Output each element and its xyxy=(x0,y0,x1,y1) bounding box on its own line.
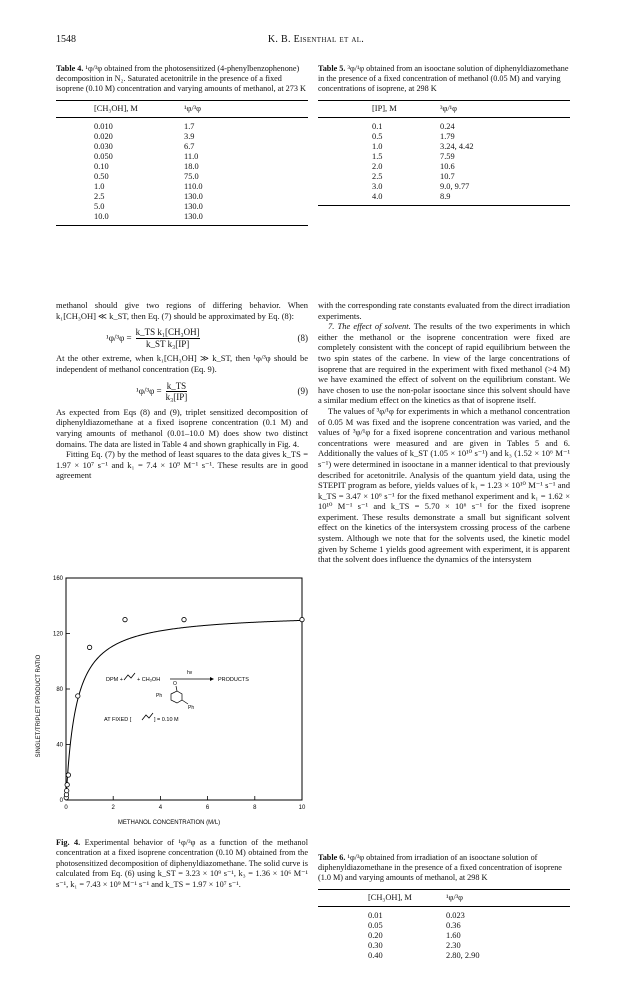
table-cell: 0.010 xyxy=(94,122,113,131)
table-row xyxy=(318,907,570,922)
right-column-text xyxy=(318,300,570,565)
table-6-caption: Table 6. ¹φ/³φ obtained from irradiation of an isooctane solution of diphenyldiazomethane in the presence of a fixed concentration of isoprene (1.0 M) and varying amounts of methanol, at 298 K xyxy=(318,853,562,882)
table-cell: 3.9 xyxy=(184,132,195,141)
table-row xyxy=(318,921,570,931)
section-heading: 7. The effect of solvent. xyxy=(328,321,411,332)
table-6-grid xyxy=(318,889,570,961)
table-row xyxy=(318,182,570,192)
running-title: K. B. Eisenthal et al. xyxy=(267,34,365,45)
table-cell: 0.023 xyxy=(446,911,465,920)
scheme-hv: hν xyxy=(187,670,193,676)
table-5-grid xyxy=(318,100,570,202)
table-4-label: Table 4. xyxy=(56,64,84,73)
equation-number: (8) xyxy=(297,332,308,343)
table-cell: 5.0 xyxy=(94,202,105,211)
table-row xyxy=(318,951,570,961)
paragraph: The values of ³φ/¹φ for experiments in which a methanol concentration of 0.05 M was fixed and the isoprene concentration was varied, and the values of ³φ/¹φ for a fixed isoprene concentration and various methanol concentrations were measured and are given in Tables 5 and 6. Additionally the values of k_ST (1.05 × 10¹⁰ s⁻¹) and k₃ (1.52 × 10⁶ M⁻¹ s⁻¹) were determined in isooctane in a manner identical to that previously described for acetonitrile. Analysis of the quantum yield data, using the STEPIT program as before, yields values of k₁ = 1.23 × 10¹⁰ M⁻¹ s⁻¹ and k_TS = 3.47 × 10⁶ s⁻¹ for the fixed methanol experiment and k₁ = 1.62 × 10¹⁰ M⁻¹ s⁻¹ and k_TS = 5.70 × 10⁶ s⁻¹ for the fixed isoprene experiment. These results demonstrate a small but significant solvent effect on the kinetics of the intersystem crossing process of the carbene system. Although we note that for the solvents used, the kinetic model given by Scheme 1 yields good agreement with experiment, it is apparent that the solvent does influence the dynamics of the intersystem xyxy=(318,405,570,565)
table-cell: 0.20 xyxy=(368,931,383,940)
table-row xyxy=(56,192,308,202)
table-cell: 3.24, 4.42 xyxy=(440,142,474,151)
reaction-scheme xyxy=(104,670,249,723)
table-cell: 2.80, 2.90 xyxy=(446,951,480,960)
table-cell: 1.0 xyxy=(94,182,105,191)
data-point xyxy=(182,617,186,621)
table-row xyxy=(318,192,570,202)
table-cell: 18.0 xyxy=(184,162,199,171)
table-cell: 110.0 xyxy=(184,182,203,191)
y-axis-label: SINGLET/TRIPLET PRODUCT RATIO xyxy=(36,654,42,758)
equation-9: ¹φ/³φ = $\frac{k\_TS}{\text{k₃[IP]}}$ (9) xyxy=(136,380,308,403)
table-cell: 0.01 xyxy=(368,911,383,920)
table-cell: 1.79 xyxy=(440,132,455,141)
data-point xyxy=(300,617,304,621)
table-4-header: [CH₃OH], M xyxy=(56,101,184,118)
table-row xyxy=(56,132,308,142)
page-number: 1548 xyxy=(56,34,76,45)
table-cell: 4.0 xyxy=(372,192,383,201)
table-row xyxy=(56,202,308,212)
figure-4-chart xyxy=(30,568,312,830)
chart-ticks xyxy=(53,576,306,811)
data-point xyxy=(65,789,69,793)
oxygen-icon: O xyxy=(173,681,177,687)
scheme-fixed-value: ] = 0.10 M xyxy=(154,717,179,723)
y-tick-label: 120 xyxy=(52,631,63,638)
table-cell: 2.5 xyxy=(372,172,383,181)
figure-4-caption: Fig. 4. Experimental behavior of ¹φ/³φ as a function of the methanol concentration at a fixed isoprene concentration (0.10 M) obtained from the photosensitized decomposition of diphenyldiazomethane. The solid curve is calculated from Eq. (6) using k_ST = 3.23 × 10⁹ s⁻¹, k₃ = 1.36 × 10⁶ M⁻¹ s⁻¹, k₁ = 7.43 × 10⁹ M⁻¹ s⁻¹ and k_TS = 1.97 × 10⁷ s⁻¹. xyxy=(56,838,308,889)
table-row xyxy=(318,941,570,951)
scheme-products: PRODUCTS xyxy=(218,677,249,683)
table-cell: 6.7 xyxy=(184,142,195,151)
table-row xyxy=(56,152,308,162)
data-point xyxy=(123,617,127,621)
table-cell: 3.0 xyxy=(372,182,383,191)
paragraph: 7. The effect of solvent. The results of the two experiments in which either the methanol or the isoprene concentration were fixed are completely consistent with the concept of rapid equilibrium between the two spin states of the carbene. In view of the large concentrations of isoprene that are required in the experiment with fixed methanol (>4 M) we have examined the effect of solvent on the equilibrium constant. We have chosen to use the non-polar isooctane since this solvent should have a similar medium effect on the kinetics as that of isoprene itself. xyxy=(318,321,570,406)
scheme-methanol: + CH₃OH xyxy=(137,677,161,683)
x-tick-label: 8 xyxy=(253,805,257,811)
x-tick-label: 0 xyxy=(64,805,68,811)
table-row xyxy=(318,162,570,172)
arrow-head-icon xyxy=(210,677,214,681)
table-cell: 0.50 xyxy=(94,172,109,181)
paragraph: Fitting Eq. (7) by the method of least squares to the data gives k_TS = 1.97 × 10⁷ s⁻¹ and k₁ = 7.4 × 10⁹ M⁻¹ s⁻¹. These results are in good agreement xyxy=(56,449,308,481)
table-cell: 0.5 xyxy=(372,132,383,141)
figure-4-label: Fig. 4. xyxy=(56,838,81,847)
table-cell: 8.9 xyxy=(440,192,451,201)
paragraph: methanol should give two regions of differing behavior. When k₁[CH₃OH] ≪ k_ST, then Eq. (7) should be approximated by Eq. (8): xyxy=(56,300,308,321)
table-6-header: ¹φ/³φ xyxy=(446,890,570,907)
table-cell: 0.05 xyxy=(368,921,383,930)
y-tick-label: 80 xyxy=(56,687,63,693)
data-point xyxy=(87,645,91,649)
data-points xyxy=(64,617,304,799)
table-cell: 0.36 xyxy=(446,921,461,930)
scheme-fixed-label: AT FIXED [ xyxy=(104,717,132,723)
left-column-text xyxy=(56,300,308,481)
table-row xyxy=(56,118,308,133)
table-cell: 130.0 xyxy=(184,212,203,221)
table-cell: 0.40 xyxy=(368,951,383,960)
table-6-header: [CH₃OH], M xyxy=(318,890,446,907)
table-cell: 0.1 xyxy=(372,122,383,131)
table-cell: 1.5 xyxy=(372,152,383,161)
table-5-label: Table 5. xyxy=(318,64,346,73)
table-5-header: [IP], M xyxy=(318,101,440,118)
table-6-label: Table 6. xyxy=(318,853,346,862)
isoprene-icon xyxy=(124,673,135,680)
paragraph: At the other extreme, when k₁[CH₃OH] ≫ k_ST, then ¹φ/³φ should be independent of methanol concentration (Eq. 9). xyxy=(56,353,308,374)
equation-8: ¹φ/³φ = $\frac{\text{k\_TS k₁[CH₃OH]}}{\text{k\_ST k₃[IP]}}$ (8) xyxy=(106,327,308,349)
y-tick-label: 160 xyxy=(52,576,63,582)
table-5-header: ³φ/¹φ xyxy=(440,101,570,118)
table-cell: 130.0 xyxy=(184,202,203,211)
table-cell: 2.0 xyxy=(372,162,383,171)
table-5-bottom-rule xyxy=(318,205,570,206)
table-row xyxy=(318,142,570,152)
data-point xyxy=(76,694,80,698)
table-row xyxy=(56,182,308,192)
table-4-grid xyxy=(56,100,308,222)
table-4 xyxy=(56,64,308,226)
table-cell: 2.5 xyxy=(94,192,105,201)
table-cell: 0.050 xyxy=(94,152,113,161)
table-cell: 11.0 xyxy=(184,152,199,161)
x-tick-label: 10 xyxy=(298,805,306,811)
table-row xyxy=(56,142,308,152)
table-4-header: ¹φ/³φ xyxy=(184,101,308,118)
table-cell: 7.59 xyxy=(440,152,455,161)
data-point xyxy=(66,773,70,777)
fit-curve xyxy=(66,620,302,800)
y-tick-label: 40 xyxy=(56,742,63,749)
x-tick-label: 6 xyxy=(205,805,210,811)
table-5-caption: Table 5. ³φ/¹φ obtained from an isooctane solution of diphenyldiazomethane in the presence of a fixed concentration of methanol (0.05 M) and varying concentrations of isoprene, at 298 K xyxy=(318,64,569,93)
x-tick-label: 2 xyxy=(111,805,115,811)
chart-axes xyxy=(66,578,302,800)
table-row xyxy=(56,162,308,172)
table-4-caption: Table 4. ¹φ/³φ obtained from the photosensitized (4-phenylbenzophenone) decomposition in N₂. Saturated acetonitrile in the presence of a fixed isoprene (0.10 M) concentration and varying amounts of methanol, at 273 K xyxy=(56,64,306,93)
paragraph: with the corresponding rate constants evaluated from the direct irradiation experiments. xyxy=(318,300,570,321)
x-axis-label: METHANOL CONCENTRATION (M/L) xyxy=(117,820,221,826)
table-cell: 2.30 xyxy=(446,941,461,950)
table-row xyxy=(318,118,570,133)
data-point xyxy=(65,783,69,787)
bond-icon xyxy=(182,700,188,704)
table-row xyxy=(318,132,570,142)
table-row xyxy=(318,931,570,941)
table-row xyxy=(318,172,570,182)
table-cell: 0.020 xyxy=(94,132,113,141)
scheme-ph-label: Ph xyxy=(156,693,163,699)
table-row xyxy=(56,172,308,182)
table-cell: 0.30 xyxy=(368,941,383,950)
table-cell: 130.0 xyxy=(184,192,203,201)
y-tick-label: 0 xyxy=(59,798,63,804)
plot-frame xyxy=(66,578,302,800)
x-tick-label: 4 xyxy=(158,805,163,811)
table-row xyxy=(56,212,308,222)
table-cell: 0.24 xyxy=(440,122,455,131)
table-4-bottom-rule xyxy=(56,225,308,226)
table-cell: 10.6 xyxy=(440,162,455,171)
table-cell: 9.0, 9.77 xyxy=(440,182,470,191)
equation-number: (9) xyxy=(297,386,308,397)
phenyl-ring-icon xyxy=(171,691,182,703)
table-cell: 0.10 xyxy=(94,162,109,171)
scheme-reactant: DPM + xyxy=(106,677,123,683)
table-cell: 1.7 xyxy=(184,122,195,131)
scheme-ph-label: Ph xyxy=(188,705,195,711)
table-cell: 75.0 xyxy=(184,172,199,181)
table-6 xyxy=(318,853,570,961)
table-cell: 10.7 xyxy=(440,172,455,181)
isoprene-icon xyxy=(142,713,153,720)
table-5 xyxy=(318,64,570,206)
table-cell: 0.030 xyxy=(94,142,113,151)
table-cell: 1.60 xyxy=(446,931,461,940)
paragraph: As expected from Eqs (8) and (9), triplet sensitized decomposition of diphenyldiazomethane at a fixed isoprene concentration (0.1 M) and varying amounts of methanol (0.01–10.0 M) does show two distinct domains. The data are listed in Table 4 and shown graphically in Fig. 4. xyxy=(56,406,308,449)
table-cell: 10.0 xyxy=(94,212,109,221)
table-cell: 1.0 xyxy=(372,142,383,151)
table-row xyxy=(318,152,570,162)
